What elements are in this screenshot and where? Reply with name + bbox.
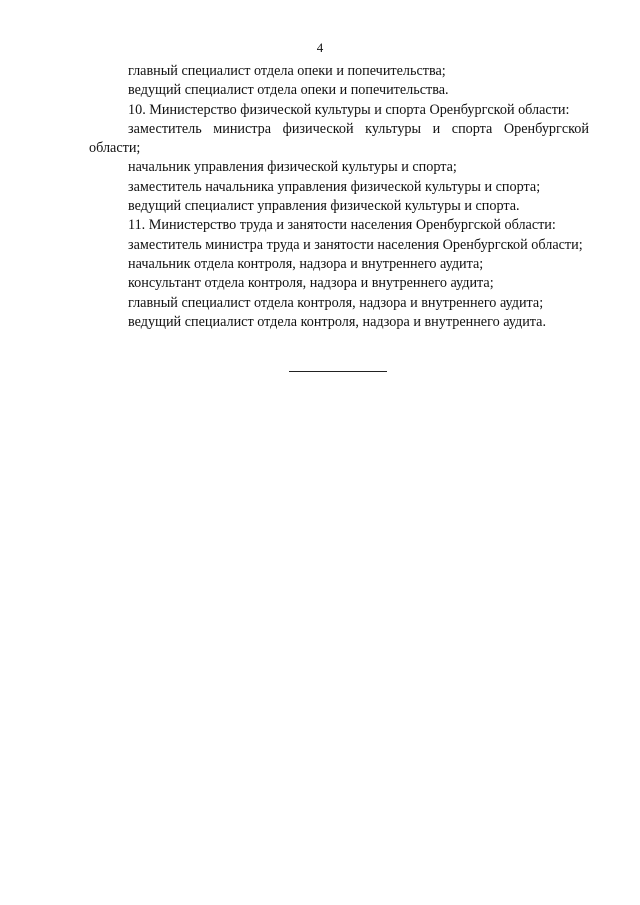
paragraph: ведущий специалист отдела контроля, надзора и внутреннего аудита. bbox=[128, 313, 547, 330]
paragraph: консультант отдела контроля, надзора и внутреннего аудита; bbox=[128, 275, 494, 292]
paragraph: начальник отдела контроля, надзора и внутреннего аудита; bbox=[128, 255, 484, 272]
paragraph: ведущий специалист отдела опеки и попечительства. bbox=[128, 82, 449, 99]
page-number: 4 bbox=[316, 40, 324, 55]
paragraph: заместитель начальника управления физической культуры и спорта; bbox=[128, 178, 541, 195]
end-separator-line bbox=[289, 371, 387, 372]
paragraph: заместитель министра физической культуры и спорта Оренбургской области; bbox=[89, 120, 589, 157]
paragraph: главный специалист отдела опеки и попечительства; bbox=[128, 63, 446, 79]
list-item-heading: 11. Министерство труда и занятости населения Оренбургской области: bbox=[128, 217, 556, 234]
paragraph: заместитель министра труда и занятости населения Оренбургской области; bbox=[128, 236, 583, 253]
document-body bbox=[89, 62, 589, 332]
list-item-heading: 10. Министерство физической культуры и спорта Оренбургской области: bbox=[128, 101, 570, 118]
paragraph: ведущий специалист управления физической культуры и спорта. bbox=[128, 198, 520, 215]
paragraph: главный специалист отдела контроля, надзора и внутреннего аудита; bbox=[128, 294, 544, 311]
paragraph: начальник управления физической культуры и спорта; bbox=[128, 159, 457, 176]
